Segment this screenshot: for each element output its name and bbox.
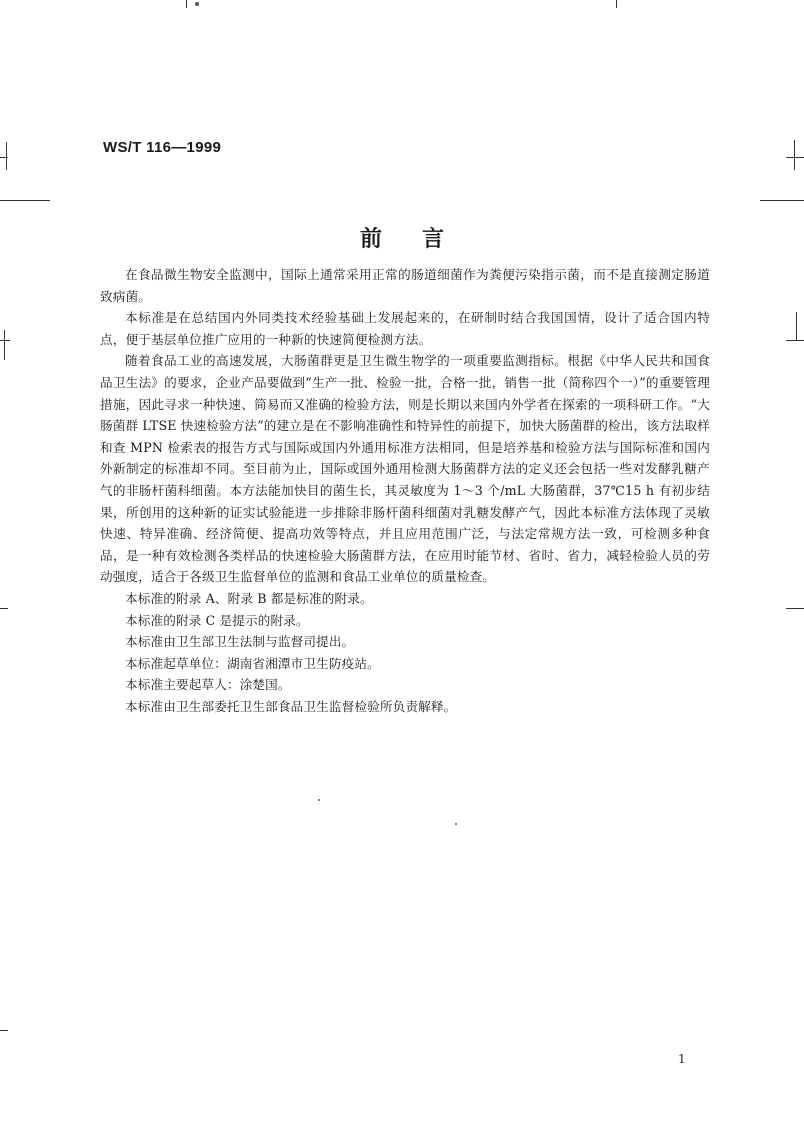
scan-edge-line-left-3 bbox=[0, 340, 10, 341]
paragraph-appendix-c: 本标准的附录 C 是提示的附录。 bbox=[125, 612, 309, 628]
scan-speck-mid-1 bbox=[318, 799, 320, 801]
paragraph-drafting-unit: 本标准起草单位：湖南省湘潭市卫生防疫站。 bbox=[125, 655, 380, 671]
scan-edge-line-right-3 bbox=[786, 340, 804, 341]
standard-number: WS/T 116—1999 bbox=[103, 139, 222, 156]
paragraph-drafter: 本标准主要起草人：涂楚国。 bbox=[125, 677, 291, 693]
scan-edge-line-left-4 bbox=[0, 608, 8, 609]
scan-edge-line-left-2 bbox=[0, 200, 50, 201]
scan-speck-mid-2 bbox=[455, 823, 457, 825]
scan-edge-mark-right-1 bbox=[794, 140, 795, 170]
scan-edge-line-right-1 bbox=[786, 157, 804, 158]
paragraph-proposer: 本标准由卫生部卫生法制与监督司提出。 bbox=[125, 634, 355, 650]
scan-edge-line-right-2 bbox=[760, 200, 804, 201]
scan-top-tick-2 bbox=[616, 0, 617, 8]
paragraph-intro: 在食品微生物安全监测中，国际上通常采用正常的肠道细菌作为粪便污染指示菌，而不是直接测定肠道致病菌。 bbox=[100, 267, 710, 304]
paragraph-background: 本标准是在总结国内外同类技术经验基础上发展起来的，在研制时结合我国国情，设计了适合国内特点，便于基层单位推广应用的一种新的快速简便检测方法。 bbox=[100, 310, 710, 347]
paragraph-interpretation: 本标准由卫生部委托卫生部食品卫生监督检验所负责解释。 bbox=[125, 698, 457, 714]
scan-edge-mark-right-2 bbox=[796, 312, 797, 340]
page-title: 前言 bbox=[359, 227, 484, 252]
scan-edge-line-left-5 bbox=[0, 1030, 8, 1031]
scan-edge-line-right-4 bbox=[786, 608, 804, 609]
foreword-body bbox=[100, 264, 710, 717]
scan-edge-mark-left-2 bbox=[4, 330, 5, 360]
paragraph-appendix-ab: 本标准的附录 A、附录 B 都是标准的附录。 bbox=[125, 590, 373, 606]
page-number: 1 bbox=[678, 1052, 686, 1066]
scan-edge-mark-left-1 bbox=[6, 142, 7, 170]
scan-speck-top bbox=[195, 2, 199, 6]
scan-top-tick-1 bbox=[186, 0, 187, 8]
paragraph-method-description: 随着食品工业的高速发展，大肠菌群更是卫生微生物学的一项重要监测指标。根据《中华人民共和国食品卫生法》的要求，企业产品要做到“生产一批、检验一批，合格一批，销售一批（简称四个一）”的重要管理措施，因此寻求一种快速、简易而又准确的检验方法，则是长期以来国内外学者在探索的一项科研工作。“大肠菌群 LTSE 快速检验方法”的建立是在不影响准确性和特异性的前提下，加快大肠菌群的检出，该方法取样和查 MPN 检索表的报告方式与国际或国内外通用标准方法相同，但是培养基和检验方法与国际标准和国内外新制定的标准却不同。至目前为止，国际或国外通用检测大肠菌群方法的定义还会包括一些对发酵乳糖产气的非肠杆菌科细菌。本方法能加快目的菌生长，其灵敏度为 1～3 个/mL 大肠菌群，37℃15 h 有初步结果，所创用的这种新的证实试验能进一步排除非肠杆菌科细菌对乳糖发酵产气，因此本标准方法体现了灵敏快速、特异准确、经济简便、提高功效等特点，并且应用范围广泛，与法定常规方法一致，可检测多种食品，是一种有效检测各类样品的快速检验大肠菌群方法，在应用时能节材、省时、省力，减轻检验人员的劳动强度，适合于各级卫生监督单位的监测和食品工业单位的质量检查。 bbox=[100, 353, 710, 585]
